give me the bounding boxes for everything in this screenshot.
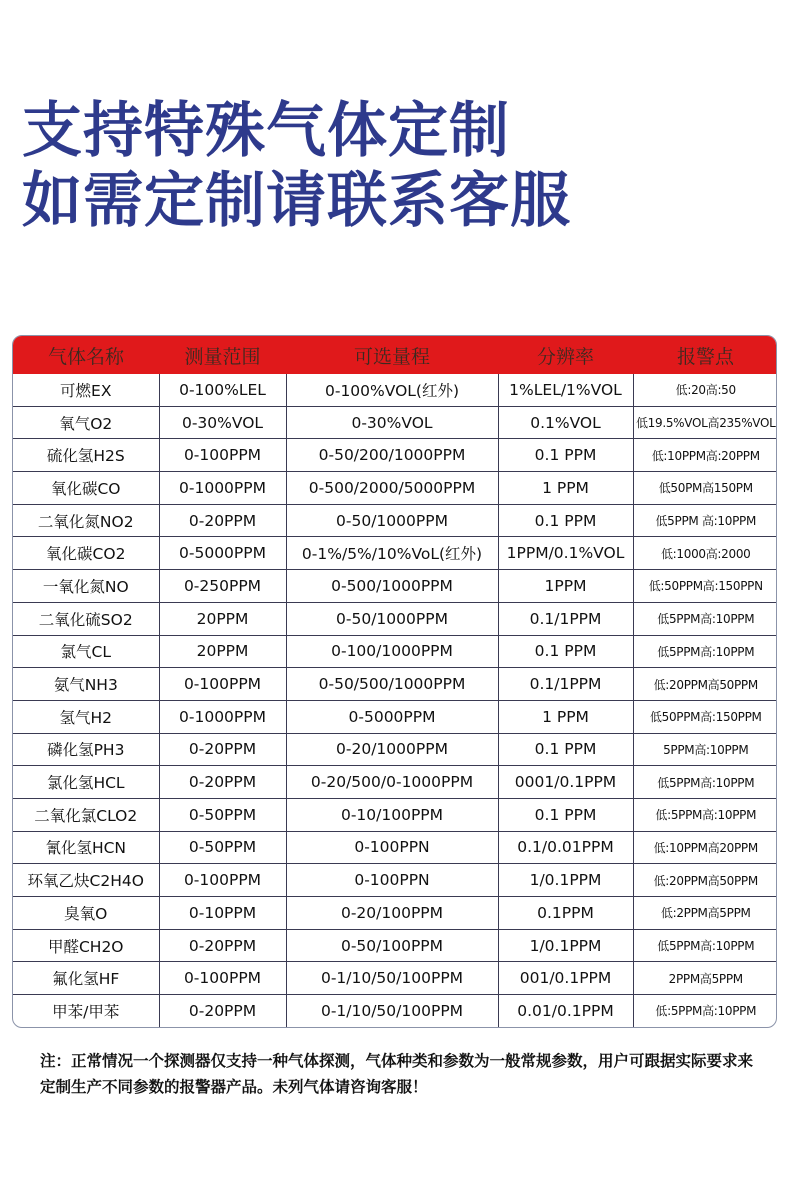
cell-alarm-point: 低5PPM高:10PPM: [633, 766, 777, 799]
cell-optional-range: 0-100PPN: [286, 864, 498, 897]
cell-optional-range: 0-100/1000PPM: [286, 635, 498, 668]
cell-measure-range: 0-100PPM: [159, 962, 286, 995]
cell-alarm-point: 低:20PPM高50PPM: [633, 864, 777, 897]
cell-alarm-point: 低50PM高150PM: [633, 472, 777, 505]
cell-optional-range: 0-500/1000PPM: [286, 570, 498, 603]
cell-gas-name: 氯气CL: [13, 635, 159, 668]
cell-resolution: 1PPM/0.1%VOL: [498, 537, 633, 570]
cell-optional-range: 0-10/100PPM: [286, 798, 498, 831]
cell-gas-name: 二氧化氯CLO2: [13, 798, 159, 831]
cell-measure-range: 0-100PPM: [159, 668, 286, 701]
cell-optional-range: 0-1%/5%/10%VoL(红外): [286, 537, 498, 570]
table-row: [13, 864, 777, 897]
cell-measure-range: 0-100PPM: [159, 439, 286, 472]
header-optional-range: 可选量程: [286, 336, 498, 374]
cell-resolution: 0.01/0.1PPM: [498, 995, 633, 1027]
cell-gas-name: 可燃EX: [13, 374, 159, 406]
cell-measure-range: 0-20PPM: [159, 733, 286, 766]
cell-measure-range: 0-20PPM: [159, 929, 286, 962]
cell-measure-range: 20PPM: [159, 635, 286, 668]
header-row: [13, 336, 777, 374]
cell-resolution: 1 PPM: [498, 472, 633, 505]
cell-alarm-point: 低:10PPM高20PPM: [633, 831, 777, 864]
cell-measure-range: 0-30%VOL: [159, 406, 286, 439]
cell-resolution: 1%LEL/1%VOL: [498, 374, 633, 406]
cell-gas-name: 氧化碳CO2: [13, 537, 159, 570]
cell-gas-name: 臭氧O: [13, 897, 159, 930]
cell-measure-range: 0-50PPM: [159, 798, 286, 831]
cell-gas-name: 一氧化氮NO: [13, 570, 159, 603]
table-row: [13, 995, 777, 1027]
table-row: [13, 766, 777, 799]
cell-alarm-point: 低:50PPM高:150PPN: [633, 570, 777, 603]
table-row: [13, 602, 777, 635]
footnote: 注：正常情况一个探测器仅支持一种气体探测，气体种类和参数为一般常规参数，用户可跟据实际要求来定制生产不同参数的报警器产品。未列气体请咨询客服！: [40, 1052, 754, 1096]
cell-optional-range: 0-50/1000PPM: [286, 602, 498, 635]
cell-gas-name: 氰化氢HCN: [13, 831, 159, 864]
table-row: [13, 570, 777, 603]
cell-alarm-point: 低5PPM高:10PPM: [633, 602, 777, 635]
cell-gas-name: 二氧化硫SO2: [13, 602, 159, 635]
table-row: [13, 504, 777, 537]
cell-measure-range: 0-20PPM: [159, 995, 286, 1027]
cell-resolution: 0.1/1PPM: [498, 668, 633, 701]
cell-resolution: 0.1 PPM: [498, 635, 633, 668]
cell-alarm-point: 低5PPM 高:10PPM: [633, 504, 777, 537]
cell-alarm-point: 5PPM高:10PPM: [633, 733, 777, 766]
cell-measure-range: 0-5000PPM: [159, 537, 286, 570]
cell-resolution: 1 PPM: [498, 700, 633, 733]
header-gas-name: 气体名称: [13, 336, 159, 374]
cell-measure-range: 20PPM: [159, 602, 286, 635]
cell-gas-name: 二氧化氮NO2: [13, 504, 159, 537]
table-row: [13, 929, 777, 962]
cell-gas-name: 氢气H2: [13, 700, 159, 733]
table-row: [13, 897, 777, 930]
cell-optional-range: 0-5000PPM: [286, 700, 498, 733]
cell-gas-name: 磷化氢PH3: [13, 733, 159, 766]
table-body: [13, 374, 777, 1027]
table-row: [13, 537, 777, 570]
cell-optional-range: 0-20/100PPM: [286, 897, 498, 930]
header-measure-range: 测量范围: [159, 336, 286, 374]
cell-optional-range: 0-50/1000PPM: [286, 504, 498, 537]
cell-resolution: 1PPM: [498, 570, 633, 603]
cell-optional-range: 0-20/500/0-1000PPM: [286, 766, 498, 799]
cell-optional-range: 0-500/2000/5000PPM: [286, 472, 498, 505]
table-row: [13, 700, 777, 733]
cell-optional-range: 0-50/100PPM: [286, 929, 498, 962]
cell-gas-name: 环氧乙炔C2H4O: [13, 864, 159, 897]
table-row: [13, 962, 777, 995]
cell-measure-range: 0-10PPM: [159, 897, 286, 930]
cell-gas-name: 氧化碳CO: [13, 472, 159, 505]
headline-line-1: 支持特殊气体定制: [22, 96, 510, 166]
cell-measure-range: 0-1000PPM: [159, 472, 286, 505]
cell-alarm-point: 低:10PPM高:20PPM: [633, 439, 777, 472]
cell-gas-name: 甲苯/甲苯: [13, 995, 159, 1027]
cell-measure-range: 0-20PPM: [159, 504, 286, 537]
cell-optional-range: 0-50/500/1000PPM: [286, 668, 498, 701]
gas-spec-table: [12, 335, 777, 1028]
cell-measure-range: 0-100%LEL: [159, 374, 286, 406]
cell-measure-range: 0-100PPM: [159, 864, 286, 897]
cell-resolution: 0.1%VOL: [498, 406, 633, 439]
table-header: [13, 336, 777, 374]
cell-measure-range: 0-1000PPM: [159, 700, 286, 733]
cell-optional-range: 0-1/10/50/100PPM: [286, 962, 498, 995]
table-row: [13, 668, 777, 701]
cell-gas-name: 氯化氢HCL: [13, 766, 159, 799]
cell-optional-range: 0-30%VOL: [286, 406, 498, 439]
table-row: [13, 733, 777, 766]
cell-optional-range: 0-50/200/1000PPM: [286, 439, 498, 472]
cell-resolution: 0001/0.1PPM: [498, 766, 633, 799]
cell-resolution: 0.1 PPM: [498, 439, 633, 472]
cell-measure-range: 0-20PPM: [159, 766, 286, 799]
cell-resolution: 0.1PPM: [498, 897, 633, 930]
header-resolution: 分辨率: [498, 336, 633, 374]
cell-alarm-point: 低5PPM高:10PPM: [633, 635, 777, 668]
cell-optional-range: 0-1/10/50/100PPM: [286, 995, 498, 1027]
cell-measure-range: 0-50PPM: [159, 831, 286, 864]
cell-alarm-point: 低50PPM高:150PPM: [633, 700, 777, 733]
cell-alarm-point: 低:20PPM高50PPM: [633, 668, 777, 701]
cell-alarm-point: 低:20高:50: [633, 374, 777, 406]
header-alarm-point: 报警点: [633, 336, 777, 374]
cell-alarm-point: 低:5PPM高:10PPM: [655, 1004, 757, 1019]
cell-resolution: 0.1 PPM: [498, 504, 633, 537]
cell-resolution: 001/0.1PPM: [498, 962, 633, 995]
table-row: [13, 635, 777, 668]
table-row: [13, 439, 777, 472]
cell-alarm-point: 低:1000高:2000: [633, 537, 777, 570]
cell-alarm-point: 低:5PPM高:10PPM: [633, 798, 777, 831]
table-row: [13, 374, 777, 406]
cell-optional-range: 0-20/1000PPM: [286, 733, 498, 766]
cell-alarm-point: 低:2PPM高5PPM: [633, 897, 777, 930]
cell-gas-name: 甲醛CH2O: [13, 929, 159, 962]
table-row: [13, 831, 777, 864]
cell-resolution: 1/0.1PPM: [498, 929, 633, 962]
cell-resolution: 1/0.1PPM: [498, 864, 633, 897]
cell-resolution: 0.1/0.01PPM: [498, 831, 633, 864]
cell-alarm-point: 低5PPM高:10PPM: [633, 929, 777, 962]
cell-gas-name: 氟化氢HF: [13, 962, 159, 995]
cell-alarm-point: 低19.5%VOL高235%VOL: [633, 406, 777, 439]
page-headline: [22, 96, 571, 236]
cell-optional-range: 0-100%VOL(红外): [286, 374, 498, 406]
table-row: [13, 406, 777, 439]
cell-gas-name: 硫化氢H2S: [13, 439, 159, 472]
cell-resolution: 0.1 PPM: [498, 733, 633, 766]
cell-optional-range: 0-100PPN: [286, 831, 498, 864]
cell-alarm-point: 2PPM高5PPM: [633, 962, 777, 995]
cell-gas-name: 氨气NH3: [13, 668, 159, 701]
cell-resolution: 0.1 PPM: [498, 798, 633, 831]
table-row: [13, 798, 777, 831]
cell-resolution: 0.1/1PPM: [498, 602, 633, 635]
table-row: [13, 472, 777, 505]
cell-gas-name: 氧气O2: [13, 406, 159, 439]
headline-line-2: 如需定制请联系客服: [22, 166, 571, 236]
cell-measure-range: 0-250PPM: [159, 570, 286, 603]
